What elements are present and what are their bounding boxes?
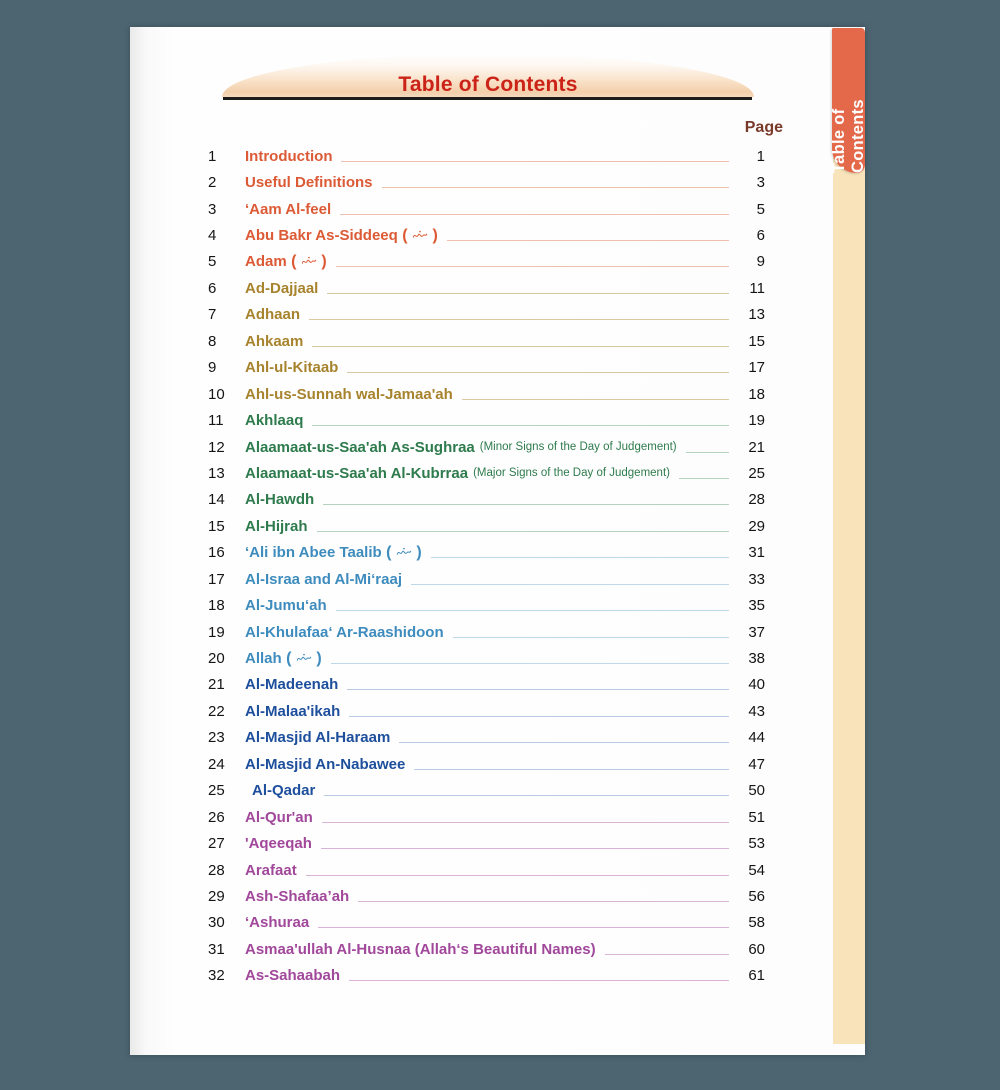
leader-line <box>324 795 729 796</box>
row-page-number: 58 <box>748 914 765 932</box>
toc-row <box>130 540 865 566</box>
row-number: 20 <box>208 650 225 668</box>
row-title: Ahkaam <box>245 332 304 350</box>
leader-line <box>453 637 729 638</box>
toc-row <box>130 804 865 830</box>
row-page-number: 25 <box>748 464 765 482</box>
row-page-number: 43 <box>748 702 765 720</box>
leader-line <box>411 584 729 585</box>
row-title: Ahl-us-Sunnah wal-Jamaa'ah <box>245 385 453 403</box>
toc-row <box>130 725 865 751</box>
row-title: Al-Masjid An-Nabawee <box>245 755 406 773</box>
leader-line <box>349 716 729 717</box>
row-page-number: 11 <box>749 279 765 297</box>
row-page-number: 15 <box>748 332 765 350</box>
row-note: (Minor Signs of the Day of Judgement) <box>479 441 677 454</box>
row-number: 5 <box>208 253 217 271</box>
row-number: 29 <box>208 887 225 905</box>
row-number: 27 <box>208 835 225 853</box>
leader-line <box>686 452 729 453</box>
leader-line <box>358 901 729 902</box>
leader-line <box>414 769 729 770</box>
toc-row <box>130 487 865 513</box>
row-title: Al-Qur'an <box>245 808 313 826</box>
row-honorific-radi-allahu-anhu: ( ) <box>397 226 438 244</box>
row-page-number: 50 <box>748 782 765 800</box>
row-number: 28 <box>208 861 225 879</box>
row-title: ‘Ali ibn Abee Taalib <box>245 544 382 562</box>
header-banner <box>222 54 754 97</box>
leader-line <box>679 478 729 479</box>
row-number: 23 <box>208 729 225 747</box>
leader-line <box>312 346 729 347</box>
toc-row <box>130 275 865 301</box>
row-number: 22 <box>208 702 225 720</box>
row-page-number: 56 <box>748 887 765 905</box>
row-page-number: 5 <box>756 200 765 218</box>
row-page-number: 21 <box>748 438 765 456</box>
row-honorific-radi-allahu-anhu: ( ) <box>381 543 422 561</box>
row-number: 6 <box>208 279 217 297</box>
row-title: As-Sahaabah <box>245 967 341 985</box>
book-page <box>130 27 865 1055</box>
toc-row <box>130 910 865 936</box>
row-page-number: 3 <box>756 174 765 192</box>
row-honorific-azza-wa-jall: ( ) <box>281 649 322 667</box>
row-page-number: 9 <box>756 253 765 271</box>
row-page-number: 53 <box>748 835 765 853</box>
leader-line <box>347 372 729 373</box>
row-title: Useful Definitions <box>245 174 373 192</box>
row-number: 12 <box>208 438 225 456</box>
row-page-number: 6 <box>756 227 765 245</box>
leader-line <box>336 610 729 611</box>
row-title: Al-Jumu‘ah <box>245 597 327 615</box>
leader-line <box>399 742 729 743</box>
row-number: 13 <box>208 464 225 482</box>
leader-line <box>341 161 729 162</box>
row-number: 26 <box>208 808 225 826</box>
toc-row <box>130 857 865 883</box>
row-page-number: 37 <box>748 623 765 641</box>
leader-line <box>331 663 729 664</box>
row-page-number: 1 <box>756 147 765 165</box>
row-number: 15 <box>208 517 225 535</box>
row-number: 4 <box>208 227 217 245</box>
row-number: 2 <box>208 174 217 192</box>
row-page-number: 17 <box>748 359 765 377</box>
row-page-number: 33 <box>748 570 765 588</box>
row-page-number: 38 <box>748 650 765 668</box>
toc-row <box>130 963 865 989</box>
leader-line <box>309 319 729 320</box>
toc-row <box>130 513 865 539</box>
leader-line <box>447 240 729 241</box>
row-page-number: 18 <box>748 385 765 403</box>
leader-line <box>605 954 729 955</box>
row-number: 14 <box>208 491 225 509</box>
side-tab-label: Table of Contents <box>829 99 867 173</box>
page-edge-strip <box>833 67 865 1044</box>
toc-row <box>130 302 865 328</box>
row-title: Asmaa'ullah Al-Husnaa (Allah‘s Beautiful Names) <box>245 940 596 958</box>
row-page-number: 51 <box>748 808 765 826</box>
row-page-number: 19 <box>748 412 765 430</box>
leader-line <box>318 927 729 928</box>
title-underline <box>223 97 752 100</box>
row-title: Al-Masjid Al-Haraam <box>245 729 391 747</box>
honorific-calligraphy-icon <box>296 653 312 664</box>
leader-line <box>462 399 729 400</box>
toc-row <box>130 751 865 777</box>
leader-line <box>340 214 729 215</box>
row-page-number: 44 <box>748 729 765 747</box>
toc-row <box>130 249 865 275</box>
toc-row <box>130 672 865 698</box>
row-page-number: 28 <box>748 491 765 509</box>
leader-line <box>312 425 729 426</box>
toc-row <box>130 143 865 169</box>
leader-line <box>321 848 729 849</box>
row-number: 18 <box>208 597 225 615</box>
leader-line <box>322 822 729 823</box>
toc-row <box>130 328 865 354</box>
row-number: 10 <box>208 385 225 403</box>
honorific-calligraphy-icon <box>412 230 428 241</box>
toc-list <box>130 143 865 989</box>
row-number: 3 <box>208 200 217 218</box>
toc-row <box>130 619 865 645</box>
row-title: Allah <box>245 650 282 668</box>
row-number: 7 <box>208 306 217 324</box>
row-title: 'Aqeeqah <box>245 835 312 853</box>
row-number: 9 <box>208 359 217 377</box>
toc-row <box>130 407 865 433</box>
leader-line <box>382 187 729 188</box>
toc-row <box>130 169 865 195</box>
row-number: 16 <box>208 544 225 562</box>
row-title: Abu Bakr As-Siddeeq <box>245 227 398 245</box>
row-title: Ahl-ul-Kitaab <box>245 359 339 377</box>
row-title: Ad-Dajjaal <box>245 279 319 297</box>
row-title: Al-Khulafaa‘ Ar-Raashidoon <box>245 623 444 641</box>
row-page-number: 35 <box>748 597 765 615</box>
row-number: 31 <box>208 940 225 958</box>
leader-line <box>349 980 729 981</box>
row-number: 32 <box>208 967 225 985</box>
honorific-calligraphy-icon <box>301 256 317 267</box>
row-number: 17 <box>208 570 225 588</box>
toc-row <box>130 778 865 804</box>
honorific-calligraphy-icon <box>396 547 412 558</box>
row-title: Al-Qadar <box>252 782 316 800</box>
side-tab-table-of-contents <box>829 28 867 173</box>
toc-row <box>130 645 865 671</box>
row-title: Ash-Shafaa’ah <box>245 887 350 905</box>
page-title: Table of Contents <box>398 73 578 96</box>
row-title: Al-Madeenah <box>245 676 339 694</box>
row-number: 25 <box>208 782 225 800</box>
row-honorific-alayhis-salaam: ( ) <box>286 252 327 270</box>
toc-row <box>130 222 865 248</box>
row-page-number: 40 <box>748 676 765 694</box>
row-title: Introduction <box>245 147 333 165</box>
toc-row <box>130 830 865 856</box>
row-page-number: 60 <box>748 940 765 958</box>
row-title: Al-Malaa'ikah <box>245 702 341 720</box>
row-note: (Major Signs of the Day of Judgement) <box>473 467 670 480</box>
toc-row <box>130 592 865 618</box>
leader-line <box>323 504 729 505</box>
row-title: Al-Hijrah <box>245 517 308 535</box>
row-title: Adam <box>245 253 287 271</box>
row-title: Al-Israa and Al-Mi‘raaj <box>245 570 402 588</box>
row-title: Adhaan <box>245 306 301 324</box>
leader-line <box>336 266 729 267</box>
row-title: Alaamaat-us-Saa'ah Al-Kubrraa <box>245 464 469 482</box>
toc-row <box>130 434 865 460</box>
row-title: Al-Hawdh <box>245 491 315 509</box>
row-title: Alaamaat-us-Saa'ah As-Sughraa <box>245 438 475 456</box>
page-column-label: Page <box>744 119 783 136</box>
toc-row <box>130 698 865 724</box>
toc-row <box>130 566 865 592</box>
row-page-number: 47 <box>748 755 765 773</box>
row-number: 11 <box>208 412 224 430</box>
row-number: 8 <box>208 332 217 350</box>
row-page-number: 54 <box>748 861 765 879</box>
row-number: 30 <box>208 914 225 932</box>
row-title: Arafaat <box>245 861 297 879</box>
row-page-number: 13 <box>748 306 765 324</box>
row-number: 21 <box>208 676 225 694</box>
toc-row <box>130 460 865 486</box>
row-number: 1 <box>208 147 217 165</box>
row-page-number: 61 <box>748 967 765 985</box>
row-number: 19 <box>208 623 225 641</box>
row-title: ‘Ashuraa <box>245 914 310 932</box>
row-title: Akhlaaq <box>245 412 304 430</box>
row-title: ‘Aam Al-feel <box>245 200 332 218</box>
row-number: 24 <box>208 755 225 773</box>
toc-row <box>130 381 865 407</box>
leader-line <box>431 557 729 558</box>
leader-line <box>347 689 729 690</box>
toc-row <box>130 936 865 962</box>
leader-line <box>317 531 729 532</box>
toc-row <box>130 196 865 222</box>
row-page-number: 29 <box>748 517 765 535</box>
row-page-number: 31 <box>748 544 765 562</box>
toc-row <box>130 355 865 381</box>
leader-line <box>327 293 729 294</box>
toc-row <box>130 883 865 909</box>
leader-line <box>306 875 729 876</box>
